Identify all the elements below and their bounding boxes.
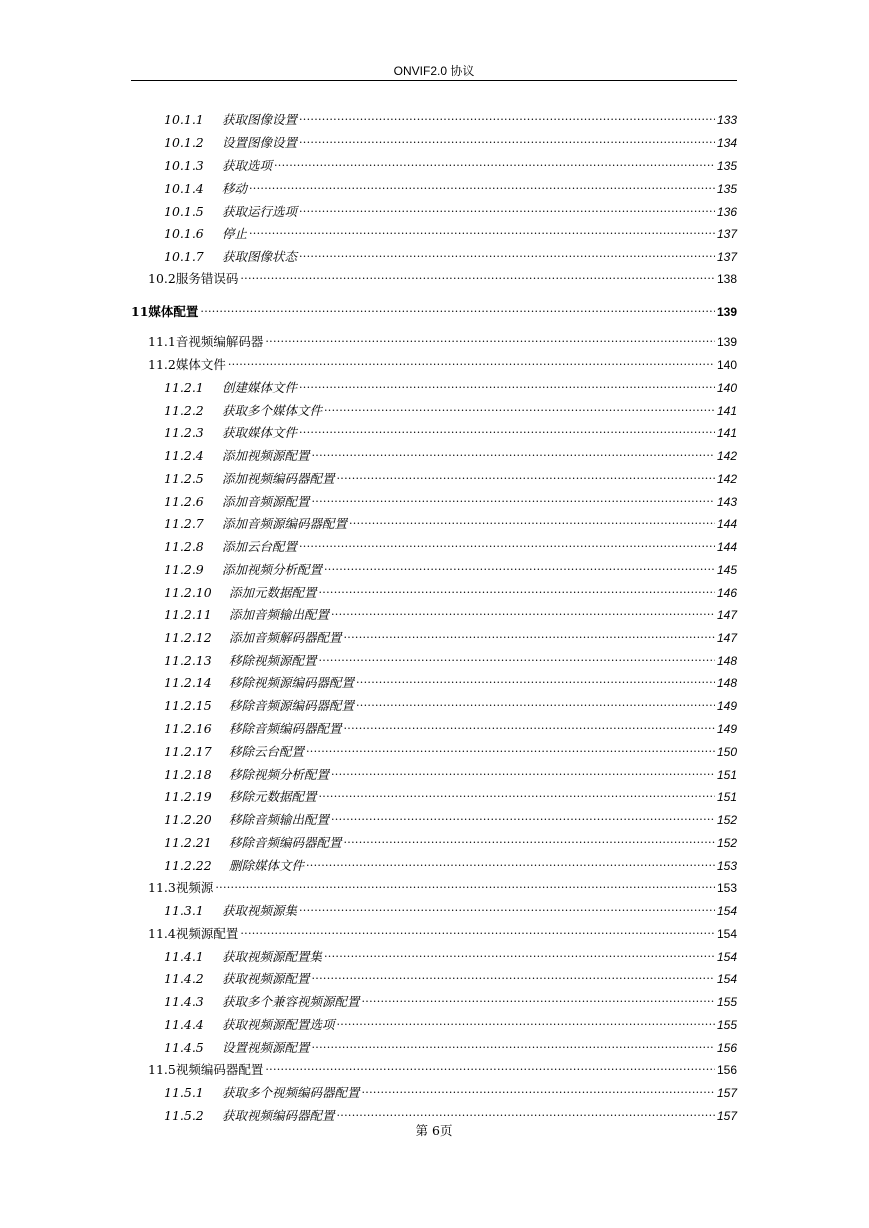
toc-dot-leader (349, 512, 715, 528)
toc-entry[interactable] (164, 626, 737, 645)
toc-dot-leader (215, 876, 715, 892)
toc-dot-leader (200, 300, 715, 316)
toc-dot-leader (240, 922, 715, 938)
toc-entry[interactable] (164, 177, 737, 196)
toc-entry-number: 11.1 (148, 334, 176, 349)
toc-entry[interactable] (148, 1058, 737, 1077)
toc-entry-number: 11.2.20 (164, 812, 212, 827)
toc-entry-title: 添加视频编码器配置 (222, 471, 335, 486)
toc-entry-number: 11.2.12 (164, 630, 212, 645)
toc-entry-number: 11.4.1 (164, 949, 204, 964)
toc-entry-page-number: 156 (716, 1063, 737, 1077)
toc-entry-page-number: 156 (716, 1041, 737, 1055)
toc-dot-leader (344, 831, 715, 847)
toc-entry-number: 11.2.14 (164, 675, 212, 690)
toc-entry[interactable] (164, 990, 737, 1009)
toc-entry-number: 10.1.4 (164, 181, 204, 196)
toc-entry-page-number: 147 (716, 631, 737, 645)
toc-entry-page-number: 141 (716, 426, 737, 440)
toc-dot-leader (306, 740, 715, 756)
toc-entry-number: 11.3.1 (164, 903, 204, 918)
toc-dot-leader (249, 222, 715, 238)
toc-entry-number: 11.4 (148, 926, 176, 941)
toc-entry-number: 11.2.3 (164, 425, 204, 440)
toc-entry-number: 11.2.10 (164, 585, 212, 600)
toc-entry-page-number: 137 (716, 250, 737, 264)
toc-entry-number: 11.3 (148, 880, 176, 895)
toc-entry-title: 移除云台配置 (229, 744, 305, 759)
toc-entry-title: 获取视频编码器配置 (222, 1108, 335, 1123)
toc-dot-leader (362, 990, 715, 1006)
toc-entry-number: 11.5 (148, 1062, 176, 1077)
toc-entry[interactable] (164, 467, 737, 486)
toc-entry[interactable] (164, 399, 737, 418)
toc-entry-title: 获取运行选项 (222, 204, 298, 219)
toc-entry-page-number: 145 (716, 563, 737, 577)
toc-entry-title: 添加元数据配置 (229, 585, 317, 600)
toc-entry-number: 10.1.2 (164, 135, 204, 150)
toc-entry-page-number: 140 (716, 358, 737, 372)
toc-entry[interactable] (148, 267, 737, 286)
toc-entry-title: 获取多个视频编码器配置 (222, 1085, 360, 1100)
toc-entry[interactable] (148, 876, 737, 895)
toc-entry-title: 视频源 (175, 880, 214, 895)
toc-entry-number: 10.1.5 (164, 204, 204, 219)
toc-entry-number: 11.2.15 (164, 698, 212, 713)
toc-entry-title: 视频源配置 (175, 926, 239, 941)
toc-entry-number: 11.2.9 (164, 562, 204, 577)
toc-entry-number: 10.2 (148, 271, 176, 286)
toc-entry-page-number: 137 (716, 227, 737, 241)
toc-entry-page-number: 155 (716, 995, 737, 1009)
toc-entry-title: 移除音频输出配置 (229, 812, 330, 827)
toc-entry-title: 获取媒体文件 (222, 425, 298, 440)
toc-dot-leader (299, 535, 715, 551)
toc-entry-number: 11.2.8 (164, 539, 204, 554)
toc-entry-title: 设置视频源配置 (222, 1040, 310, 1055)
toc-entry-number: 11.2.5 (164, 471, 204, 486)
toc-entry[interactable] (164, 581, 737, 600)
toc-entry-title: 获取多个兼容视频源配置 (222, 994, 360, 1009)
toc-entry-page-number: 138 (716, 272, 737, 286)
toc-entry-page-number: 152 (716, 836, 737, 850)
toc-entry[interactable] (164, 671, 737, 690)
toc-dot-leader (319, 785, 715, 801)
toc-entry-page-number: 147 (716, 608, 737, 622)
toc-entry[interactable] (148, 330, 737, 349)
page-footer: 第 6页 (415, 1123, 453, 1138)
toc-dot-leader (265, 1058, 715, 1074)
toc-dot-leader (344, 626, 715, 642)
toc-entry[interactable] (164, 1013, 737, 1032)
toc-entry-number: 11.5.2 (164, 1108, 204, 1123)
toc-entry-number: 11.4.4 (164, 1017, 204, 1032)
toc-entry[interactable] (164, 512, 737, 531)
toc-entry[interactable] (131, 300, 737, 319)
toc-entry[interactable] (164, 854, 737, 873)
toc-entry[interactable] (164, 376, 737, 395)
toc-entry-number: 11.2.7 (164, 516, 204, 531)
toc-entry-title: 音视频编解码器 (175, 334, 264, 349)
toc-entry-page-number: 134 (716, 136, 737, 150)
toc-dot-leader (324, 558, 715, 574)
toc-entry[interactable] (164, 1104, 737, 1123)
toc-dot-leader (312, 490, 715, 506)
toc-entry-title: 添加音频输出配置 (229, 607, 330, 622)
toc-entry[interactable] (148, 922, 737, 941)
toc-dot-leader (299, 245, 715, 261)
toc-dot-leader (299, 421, 715, 437)
toc-entry-number: 11.2.22 (164, 858, 212, 873)
toc-entry-title: 设置图像设置 (222, 135, 298, 150)
toc-entry-page-number: 133 (716, 113, 737, 127)
toc-entry-title: 获取图像设置 (222, 112, 298, 127)
toc-entry-page-number: 135 (716, 159, 737, 173)
toc-entry-title: 服务错误码 (175, 271, 239, 286)
toc-entry-title: 添加视频分析配置 (222, 562, 323, 577)
toc-entry-page-number: 157 (716, 1109, 737, 1123)
toc-entry-page-number: 154 (716, 950, 737, 964)
toc-entry-number: 11.2.2 (164, 403, 204, 418)
toc-entry-title: 获取视频源配置集 (222, 949, 323, 964)
toc-entry-title: 删除媒体文件 (229, 858, 305, 873)
toc-entry[interactable] (164, 649, 737, 668)
toc-dot-leader (337, 467, 715, 483)
toc-dot-leader (337, 1013, 715, 1029)
toc-entry-page-number: 142 (716, 449, 737, 463)
toc-entry-number: 11.2.13 (164, 653, 212, 668)
toc-entry-page-number: 136 (716, 205, 737, 219)
toc-entry-title: 添加音频源配置 (222, 494, 310, 509)
toc-entry[interactable] (164, 154, 737, 173)
toc-entry-page-number: 157 (716, 1086, 737, 1100)
toc-entry-number: 11.2.1 (164, 380, 204, 395)
toc-entry[interactable] (164, 444, 737, 463)
toc-entry[interactable] (164, 740, 737, 759)
toc-entry-page-number: 153 (716, 881, 737, 895)
toc-entry-page-number: 144 (716, 517, 737, 531)
toc-dot-leader (331, 763, 715, 779)
toc-entry[interactable] (164, 200, 737, 219)
toc-entry-title: 添加音频解码器配置 (229, 630, 342, 645)
toc-entry-page-number: 151 (716, 768, 737, 782)
toc-entry-title: 移动 (222, 181, 248, 196)
toc-entry-page-number: 150 (716, 745, 737, 759)
toc-dot-leader (319, 581, 715, 597)
toc-entry-number: 10.1.6 (164, 226, 204, 241)
toc-entry-number: 11.2 (148, 357, 176, 372)
toc-dot-leader (312, 1036, 715, 1052)
toc-dot-leader (344, 717, 715, 733)
toc-entry-page-number: 154 (716, 927, 737, 941)
toc-entry-page-number: 148 (716, 654, 737, 668)
toc-entry-page-number: 149 (716, 699, 737, 713)
toc-entry[interactable] (164, 763, 737, 782)
toc-dot-leader (331, 603, 715, 619)
toc-entry[interactable] (164, 603, 737, 622)
toc-entry-number: 11.2.6 (164, 494, 204, 509)
toc-dot-leader (331, 808, 715, 824)
toc-dot-leader (299, 108, 715, 124)
toc-entry-title: 创建媒体文件 (222, 380, 298, 395)
toc-entry-title: 移除音频源编码器配置 (229, 698, 355, 713)
toc-entry-number: 11.4.5 (164, 1040, 204, 1055)
toc-entry[interactable] (148, 353, 737, 372)
toc-dot-leader (312, 967, 715, 983)
toc-entry-title: 移除视频源编码器配置 (229, 675, 355, 690)
toc-entry-number: 11.4.2 (164, 971, 204, 986)
toc-entry[interactable] (164, 222, 737, 241)
toc-entry[interactable] (164, 490, 737, 509)
toc-dot-leader (356, 671, 715, 687)
toc-dot-leader (299, 200, 715, 216)
toc-dot-leader (299, 131, 715, 147)
toc-entry-title: 获取视频源配置选项 (222, 1017, 335, 1032)
toc-entry-title: 停止 (222, 226, 248, 241)
toc-entry-title: 添加音频源编码器配置 (222, 516, 348, 531)
toc-entry-page-number: 155 (716, 1018, 737, 1032)
toc-entry[interactable] (164, 945, 737, 964)
toc-entry-page-number: 154 (716, 904, 737, 918)
toc-dot-leader (274, 154, 715, 170)
toc-entry-title: 媒体配置 (148, 304, 199, 319)
toc-entry[interactable] (164, 717, 737, 736)
toc-entry-title: 移除元数据配置 (229, 789, 317, 804)
toc-entry-title: 添加云台配置 (222, 539, 298, 554)
toc-entry-number: 11.2.17 (164, 744, 212, 759)
toc-dot-leader (249, 177, 715, 193)
toc-dot-leader (324, 945, 715, 961)
toc-entry-number: 11.2.16 (164, 721, 212, 736)
toc-entry-page-number: 154 (716, 972, 737, 986)
toc-entry[interactable] (164, 245, 737, 264)
toc-entry[interactable] (164, 421, 737, 440)
toc-entry[interactable] (164, 808, 737, 827)
page-header: ONVIF2.0 协议 (393, 64, 475, 78)
toc-entry-title: 移除音频编码器配置 (229, 721, 342, 736)
toc-entry-title: 获取选项 (222, 158, 273, 173)
toc-entry-page-number: 141 (716, 404, 737, 418)
toc-dot-leader (324, 399, 715, 415)
toc-entry[interactable] (164, 131, 737, 150)
toc-dot-leader (240, 267, 715, 283)
toc-entry-title: 视频编码器配置 (175, 1062, 264, 1077)
toc-entry-title: 移除音频编码器配置 (229, 835, 342, 850)
toc-dot-leader (299, 899, 715, 915)
toc-entry-page-number: 152 (716, 813, 737, 827)
toc-entry-title: 移除视频源配置 (229, 653, 317, 668)
toc-dot-leader (228, 353, 715, 369)
toc-entry-page-number: 135 (716, 182, 737, 196)
toc-entry-number: 11.5.1 (164, 1085, 204, 1100)
toc-dot-leader (319, 649, 715, 665)
toc-dot-leader (362, 1081, 715, 1097)
toc-entry-page-number: 139 (716, 305, 737, 319)
toc-entry-page-number: 144 (716, 540, 737, 554)
toc-entry[interactable] (164, 108, 737, 127)
toc-dot-leader (312, 444, 715, 460)
toc-entry[interactable] (164, 831, 737, 850)
toc-entry-title: 移除视频分析配置 (229, 767, 330, 782)
toc-entry-title: 获取视频源集 (222, 903, 298, 918)
toc-dot-leader (337, 1104, 715, 1120)
toc-entry-page-number: 149 (716, 722, 737, 736)
toc-entry-number: 10.1.3 (164, 158, 204, 173)
toc-entry[interactable] (164, 1081, 737, 1100)
toc-entry-page-number: 151 (716, 790, 737, 804)
toc-entry-title: 获取图像状态 (222, 249, 298, 264)
toc-entry-page-number: 142 (716, 472, 737, 486)
toc-entry-page-number: 153 (716, 859, 737, 873)
toc-entry-title: 获取多个媒体文件 (222, 403, 323, 418)
toc-entry-title: 添加视频源配置 (222, 448, 310, 463)
toc-entry[interactable] (164, 1036, 737, 1055)
toc-entry-number: 11.2.19 (164, 789, 212, 804)
toc-entry-number: 10.1.7 (164, 249, 204, 264)
toc-entry[interactable] (164, 535, 737, 554)
toc-entry-number: 11.2.21 (164, 835, 212, 850)
toc-dot-leader (265, 330, 715, 346)
toc-entry-number: 11.2.11 (164, 607, 212, 622)
toc-entry-title: 获取视频源配置 (222, 971, 310, 986)
toc-entry[interactable] (164, 899, 737, 918)
toc-entry-page-number: 148 (716, 676, 737, 690)
toc-dot-leader (306, 854, 715, 870)
toc-entry[interactable] (164, 967, 737, 986)
toc-entry[interactable] (164, 558, 737, 577)
toc-entry-number: 11.2.4 (164, 448, 204, 463)
toc-entry-page-number: 143 (716, 495, 737, 509)
toc-entry-number: 10.1.1 (164, 112, 204, 127)
toc-entry-number: 11.2.18 (164, 767, 212, 782)
toc-entry-page-number: 139 (716, 335, 737, 349)
toc-dot-leader (356, 694, 715, 710)
toc-entry[interactable] (164, 785, 737, 804)
toc-entry-number: 11.4.3 (164, 994, 204, 1009)
toc-dot-leader (299, 376, 715, 392)
toc-entry-page-number: 140 (716, 381, 737, 395)
toc-entry-page-number: 146 (716, 586, 737, 600)
toc-entry[interactable] (164, 694, 737, 713)
toc-entry-title: 媒体文件 (175, 357, 226, 372)
toc-entry-number: 11 (131, 304, 149, 319)
